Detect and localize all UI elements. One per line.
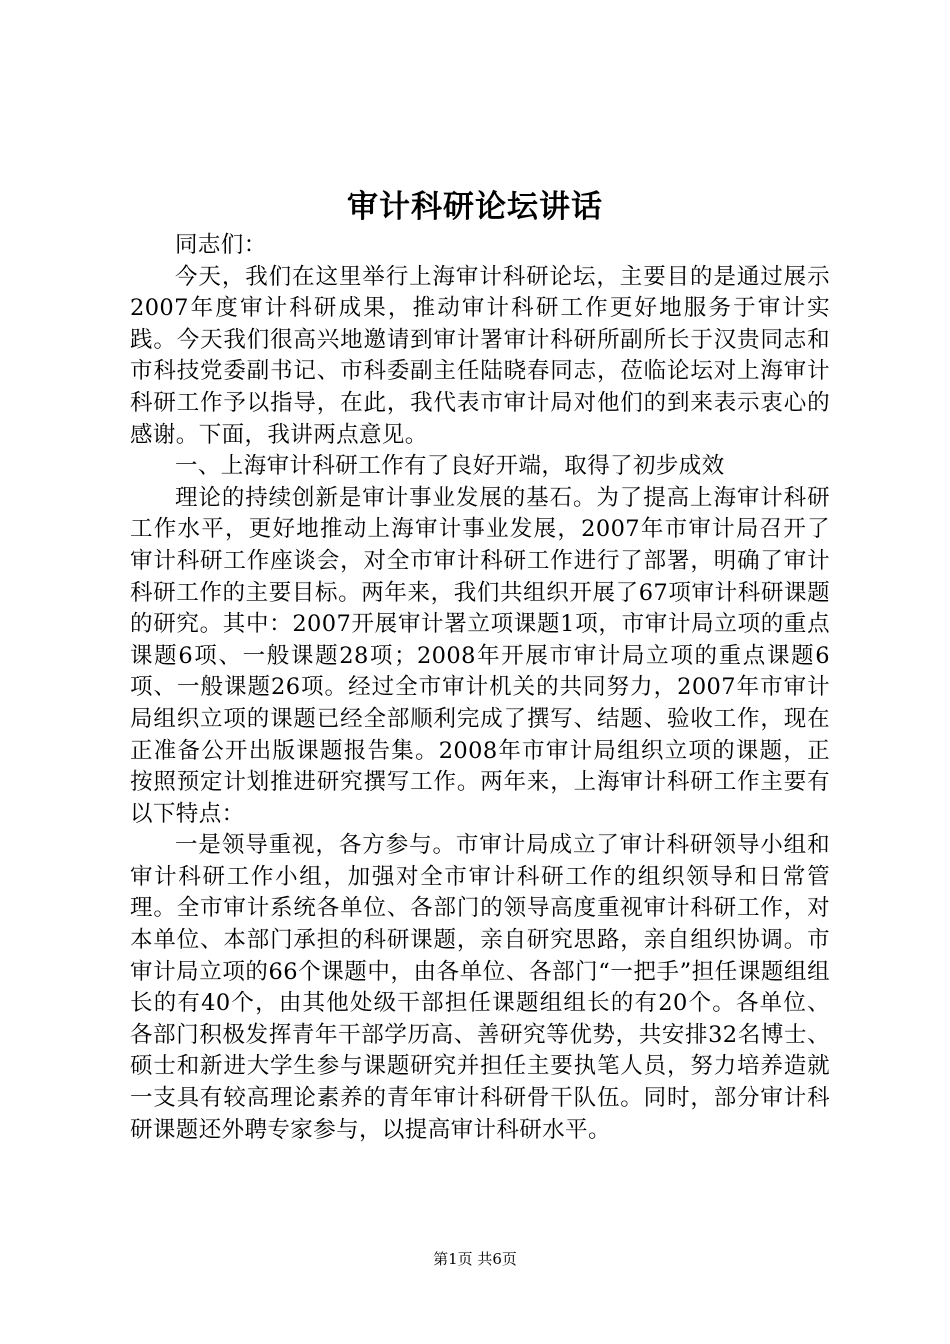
paragraph-intro: 今天，我们在这里举行上海审计科研论坛，主要目的是通过展示2007年度审计科研成果，推动审计科研工作更好地服务于审计实践。今天我们很高兴地邀请到审计署审计科研所副所长于汉贵同志和市科技党委副书记、市科委副主任陆晓春同志，莅临论坛对上海审计科研工作予以指导，在此，我代表市审计局对他们的到来表示衷心的感谢。下面，我讲两点意见。 [130, 263, 830, 448]
paragraph-point-1: 一是领导重视，各方参与。市审计局成立了审计科研领导小组和审计科研工作小组，加强对全市审计科研工作的组织领导和日常管理。全市审计系统各单位、各部门的领导高度重视审计科研工作，对本单位、本部门承担的科研课题，亲自研究思路，亲自组织协调。市审计局立项的66个课题中，由各单位、各部门“一把手”担任课题组组长的有40个，由其他处级干部担任课题组组长的有20个。各单位、各部门积极发挥青年干部学历高、善研究等优势，共安排32名博士、硕士和新进大学生参与课题研究并担任主要执笔人员，努力培养造就一支具有较高理论素养的青年审计科研骨干队伍。同时，部分审计科研课题还外聘专家参与，以提高审计科研水平。 [130, 832, 830, 1143]
document-title: 审计科研论坛讲话 [347, 189, 603, 225]
document-body [130, 230, 830, 1146]
section-heading-1: 一、上海审计科研工作有了良好开端，取得了初步成效 [175, 453, 725, 480]
page-number-footer: 第1页 共6页 [433, 1250, 517, 1268]
paragraph-section-1-body: 理论的持续创新是审计事业发展的基石。为了提高上海审计科研工作水平，更好地推动上海审计事业发展，2007年市审计局召开了审计科研工作座谈会，对全市审计科研工作进行了部署，明确了审计科研工作的主要目标。两年来，我们共组织开展了67项审计科研课题的研究。其中：2007开展审计署立项课题1项，市审计局立项的重点课题6项、一般课题28项；2008年开展市审计局立项的重点课题6项、一般课题26项。经过全市审计机关的共同努力，2007年市审计局组织立项的课题已经全部顺利完成了撰写、结题、验收工作，现在正准备公开出版课题报告集。2008年市审计局组织立项的课题，正按照预定计划推进研究撰写工作。两年来，上海审计科研工作主要有以下特点： [130, 484, 830, 827]
paragraph-salutation: 同志们： [175, 232, 267, 258]
